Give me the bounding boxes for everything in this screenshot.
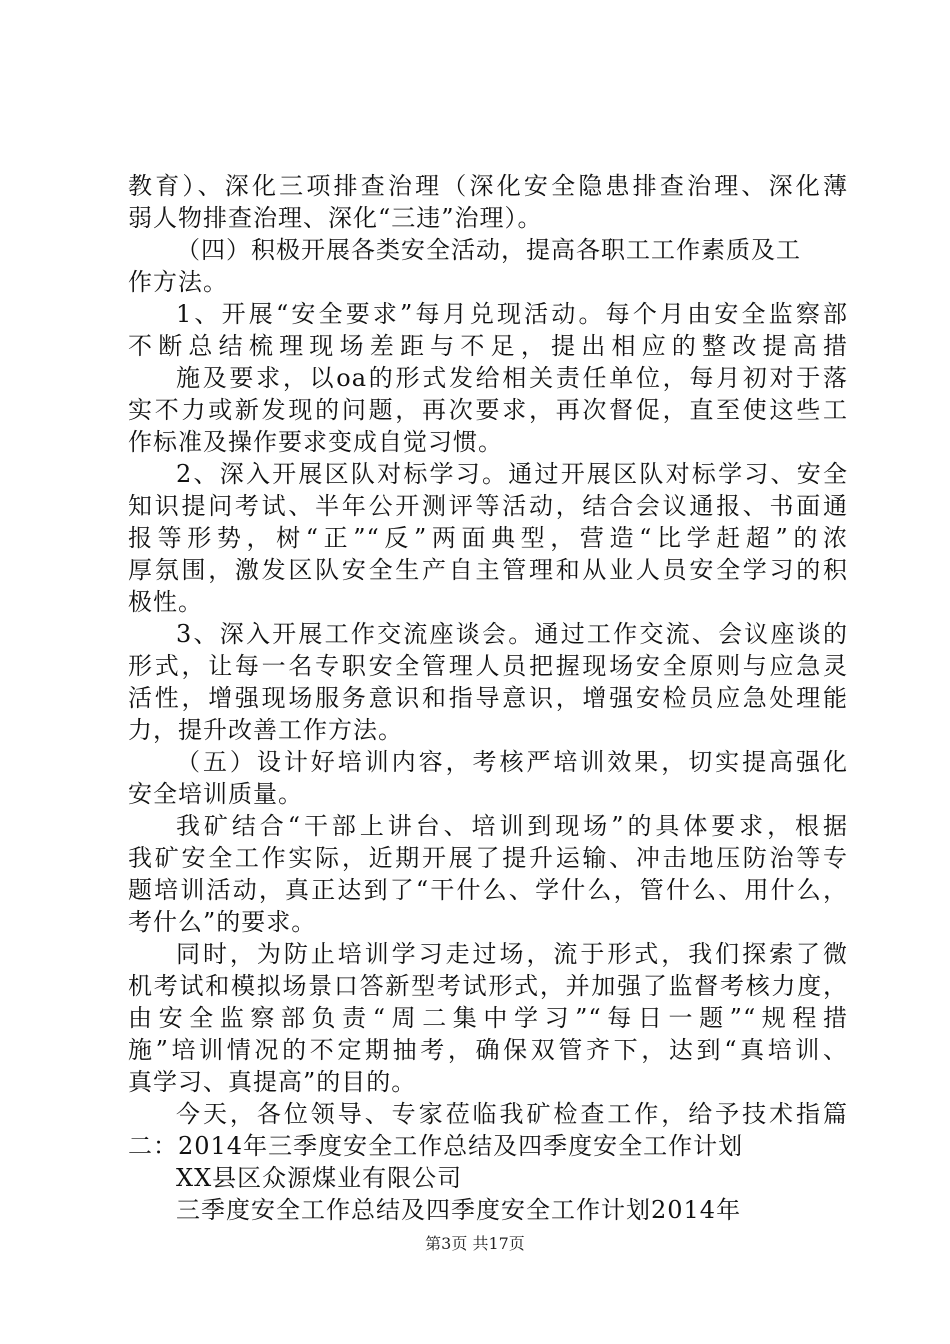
text-line: 力，提升改善工作方法。 bbox=[128, 716, 403, 744]
text-line: 作标准及操作要求变成自觉习惯。 bbox=[128, 428, 503, 456]
text-line: 实不力或新发现的问题，再次要求，再次督促，直至使这些工 bbox=[128, 396, 848, 424]
text-line: 形式，让每一名专职安全管理人员把握现场安全原则与应急灵 bbox=[128, 652, 848, 680]
text-line: 知识提问考试、半年公开测评等活动，结合会议通报、书面通 bbox=[128, 492, 848, 520]
text-line: 极性。 bbox=[128, 588, 203, 616]
text-line: 报等形势，树“正”“反”两面典型，营造“比学赶超”的浓 bbox=[128, 524, 848, 552]
text-line: （四）积极开展各类安全活动，提高各职工工作素质及工 bbox=[176, 236, 801, 264]
text-line: 今天，各位领导、专家莅临我矿检查工作，给予技术指篇 bbox=[176, 1100, 848, 1128]
text-line: 由安全监察部负责“周二集中学习”“每日一题”“规程措 bbox=[128, 1004, 848, 1032]
text-line: 弱人物排查治理、深化“三违”治理）。 bbox=[128, 204, 543, 232]
text-line: 三季度安全工作总结及四季度安全工作计划2014年 bbox=[176, 1196, 742, 1224]
text-line: 我矿安全工作实际，近期开展了提升运输、冲击地压防治等专 bbox=[128, 844, 848, 872]
text-line: 题培训活动，真正达到了“干什么、学什么，管什么、用什么， bbox=[128, 876, 848, 904]
text-line: 2、深入开展区队对标学习。通过开展区队对标学习、安全 bbox=[176, 460, 848, 488]
text-line: 施及要求，以oa的形式发给相关责任单位，每月初对于落 bbox=[176, 364, 848, 392]
text-line: 3、深入开展工作交流座谈会。通过工作交流、会议座谈的 bbox=[176, 620, 848, 648]
text-line: 施”培训情况的不定期抽考，确保双管齐下，达到“真培训、 bbox=[128, 1036, 848, 1064]
text-line: 机考试和模拟场景口答新型考试形式，并加强了监督考核力度， bbox=[128, 972, 848, 1000]
page-footer: 第3页 共17页 bbox=[425, 1234, 525, 1253]
text-line: （五）设计好培训内容，考核严培训效果，切实提高强化 bbox=[176, 748, 848, 776]
text-line: 考什么”的要求。 bbox=[128, 908, 317, 936]
text-line: 活性，增强现场服务意识和指导意识，增强安检员应急处理能 bbox=[128, 684, 848, 712]
text-line: 真学习、真提高”的目的。 bbox=[128, 1068, 417, 1096]
text-line: 安全培训质量。 bbox=[128, 780, 303, 808]
text-line: 教育）、深化三项排查治理（深化安全隐患排查治理、深化薄 bbox=[128, 172, 848, 200]
document-body bbox=[128, 170, 848, 1226]
text-line: 不断总结梳理现场差距与不足，提出相应的整改提高措 bbox=[128, 332, 848, 360]
text-line: 厚氛围，激发区队安全生产自主管理和从业人员安全学习的积 bbox=[128, 556, 848, 584]
text-line: 1、开展“安全要求”每月兑现活动。每个月由安全监察部 bbox=[176, 300, 848, 328]
text-line: 我矿结合“干部上讲台、培训到现场”的具体要求，根据 bbox=[176, 812, 848, 840]
text-line: 二：2014年三季度安全工作总结及四季度安全工作计划 bbox=[128, 1132, 744, 1160]
text-line: 作方法。 bbox=[128, 268, 228, 296]
text-line: XX县区众源煤业有限公司 bbox=[176, 1164, 463, 1192]
text-line: 同时，为防止培训学习走过场，流于形式，我们探索了微 bbox=[176, 940, 848, 968]
